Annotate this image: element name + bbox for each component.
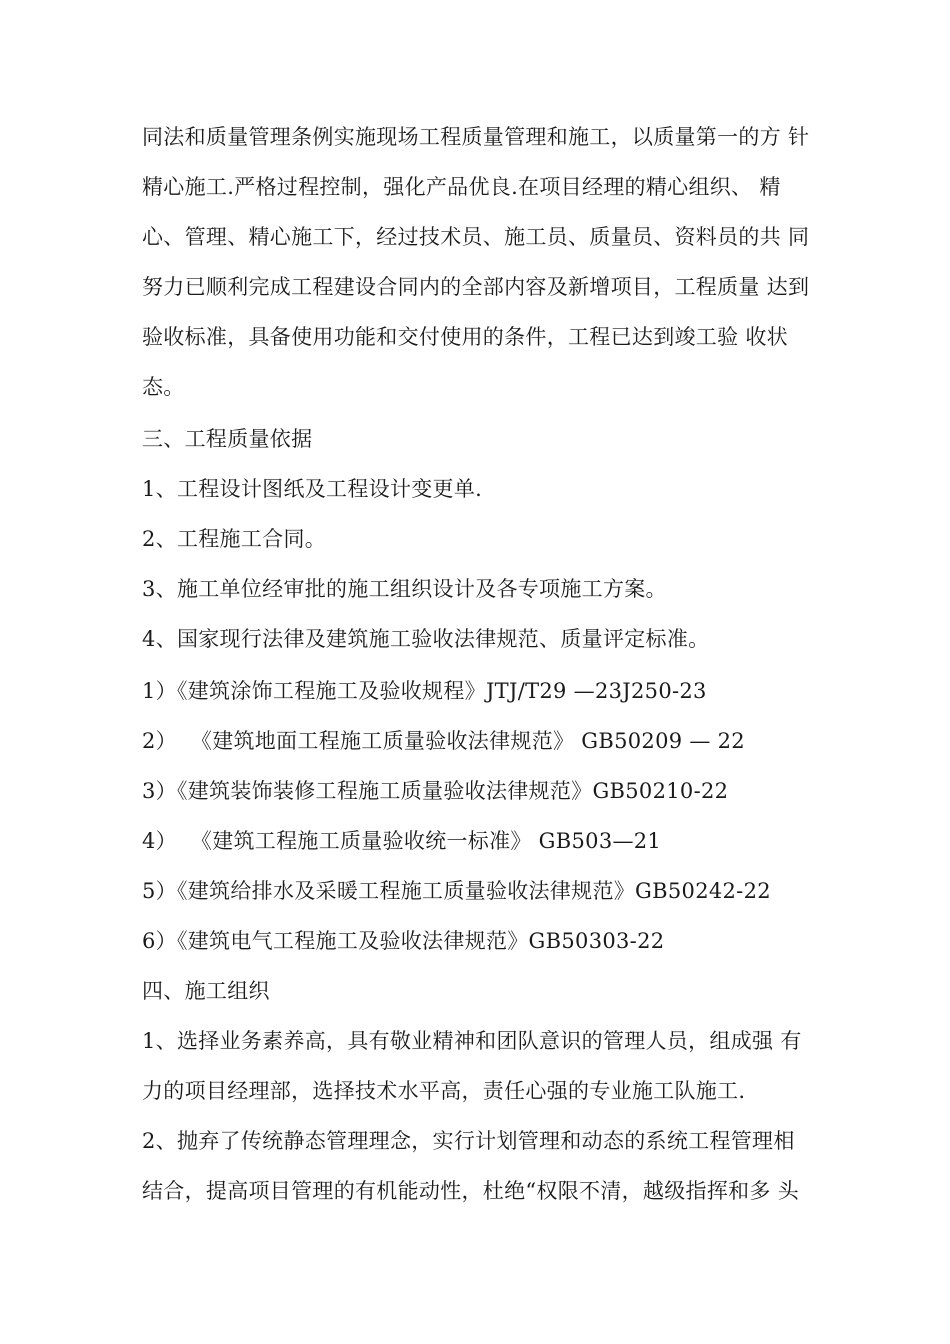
list-item: 3、施工单位经审批的施工组织设计及各专项施工方案。 — [142, 577, 667, 601]
standard-item: 6）《建筑电气工程施工及验收法律规范》GB50303-22 — [142, 929, 665, 953]
list-item: 4、国家现行法律及建筑施工验收法律规范、质量评定标准。 — [142, 627, 710, 651]
paragraph-line: 努力已顺利完成工程建设合同内的全部内容及新增项目，工程质量 达到 — [142, 275, 810, 299]
standard-item: 1）《建筑涂饰工程施工及验收规程》JTJ/T29 —23J250-23 — [142, 679, 707, 703]
paragraph-line: 精心施工.严格过程控制，强化产品优良.在项目经理的精心组织、 精 — [142, 175, 781, 199]
paragraph-line: 同法和质量管理条例实施现场工程质量管理和施工，以质量第一的方 针 — [142, 125, 810, 149]
list-item: 2、工程施工合同。 — [142, 527, 327, 551]
paragraph-line: 结合，提高项目管理的有机能动性，杜绝“权限不清，越级指挥和多 头 — [142, 1179, 800, 1203]
paragraph-line: 验收标准，具备使用功能和交付使用的条件，工程已达到竣工验 收状 — [142, 325, 788, 349]
standard-item: 3）《建筑装饰装修工程施工质量验收法律规范》GB50210-22 — [142, 779, 729, 803]
standard-item: 4） 《建筑工程施工质量验收统一标准》 GB503—21 — [142, 829, 662, 853]
paragraph-line: 力的项目经理部，选择技术水平高，责任心强的专业施工队施工. — [142, 1079, 746, 1103]
section-heading: 三、工程质量依据 — [142, 427, 313, 451]
paragraph-line: 心、管理、精心施工下，经过技术员、施工员、质量员、资料员的共 同 — [142, 225, 810, 249]
paragraph-line: 1、选择业务素养高，具有敬业精神和团队意识的管理人员，组成强 有 — [142, 1029, 802, 1053]
list-item: 1、工程设计图纸及工程设计变更单. — [142, 477, 483, 501]
paragraph-line: 2、抛弃了传统静态管理理念，实行计划管理和动态的系统工程管理相 — [142, 1129, 795, 1153]
standard-item: 2） 《建筑地面工程施工质量验收法律规范》 GB50209 — 22 — [142, 729, 745, 753]
paragraph-line: 态。 — [142, 375, 185, 399]
section-heading: 四、施工组织 — [142, 979, 270, 1003]
standard-item: 5）《建筑给排水及采暖工程施工质量验收法律规范》GB50242-22 — [142, 879, 771, 903]
